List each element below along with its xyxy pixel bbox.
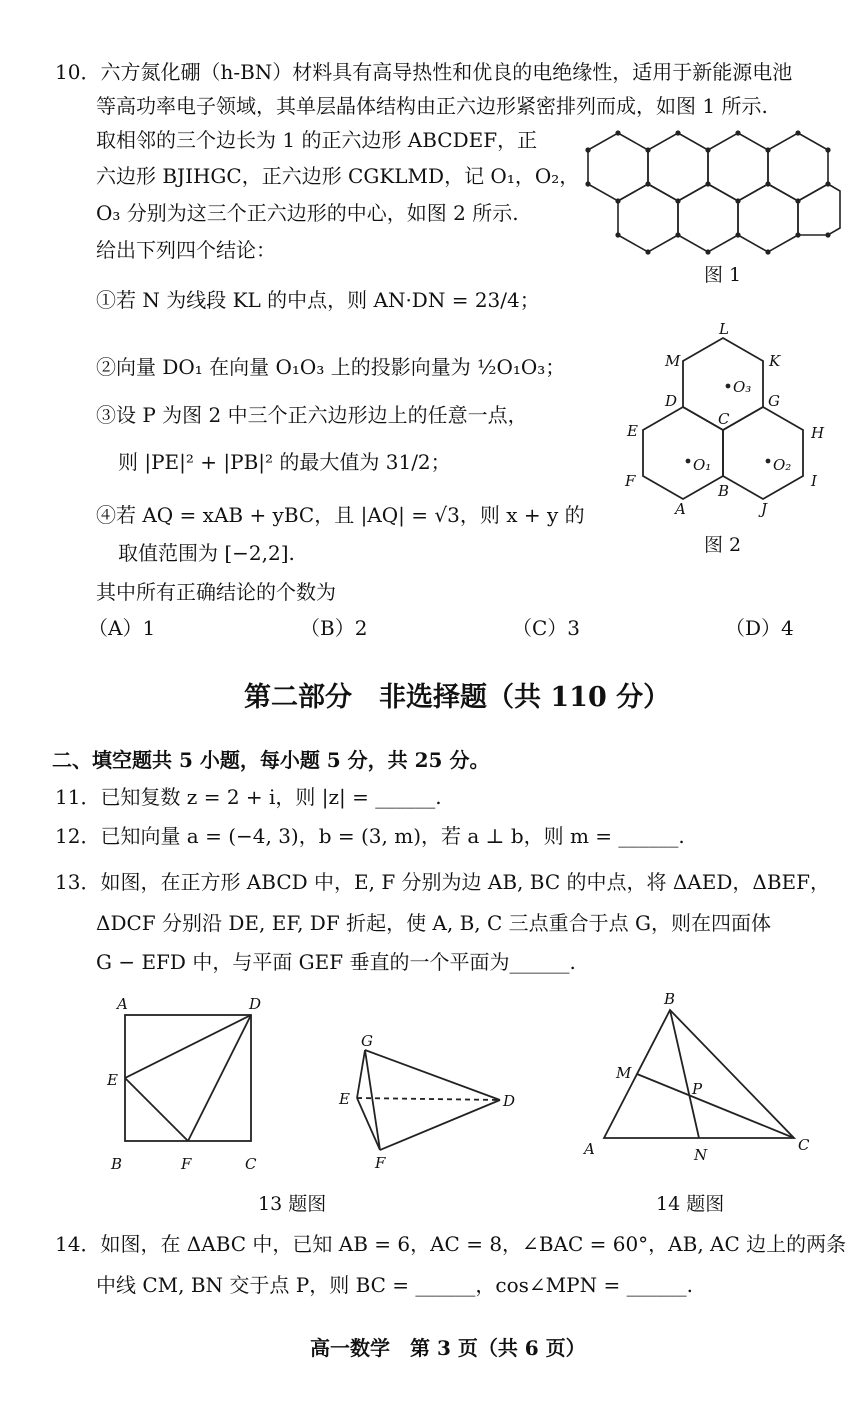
q10-option-b: （B）2: [300, 616, 368, 640]
fig2-label-K: K: [769, 352, 781, 370]
fig2-label-A: A: [675, 500, 686, 518]
q10-line5: O₃ 分别为这三个正六边形的中心，如图 2 所示.: [96, 201, 519, 225]
q14-label-B: B: [664, 990, 676, 1008]
figure-1-hex-lattice: [570, 118, 840, 258]
q13-line1: 13．如图，在正方形 ABCD 中，E, F 分别为边 AB, BC 的中点，将 ΔAED，ΔBEF，: [55, 870, 830, 894]
q11: 11．已知复数 z = 2 + i，则 |z| = ______.: [55, 785, 442, 809]
q10-option-c: （C）3: [512, 616, 581, 640]
q10-line3: 取相邻的三个边长为 1 的正六边形 ABCDEF，正: [96, 128, 538, 152]
q13-figure-caption: 13 题图: [258, 1193, 327, 1215]
figure-2-three-hexagons: [615, 320, 835, 520]
q13-sq-label-E: E: [107, 1071, 118, 1089]
section2-heading: 二、填空题共 5 小题，每小题 5 分，共 25 分。: [52, 748, 490, 772]
q10-conclusion-4b: 取值范围为 [−2,2].: [118, 541, 295, 565]
q13-line2: ΔDCF 分别沿 DE, EF, DF 折起，使 A, B, C 三点重合于点 G，则在四面体: [96, 911, 771, 935]
fig2-label-O2: O₂: [773, 456, 792, 474]
q10-conclusion-1: ①若 N 为线段 KL 的中点，则 AN·DN = 23/4；: [96, 288, 540, 312]
q10-option-a: （A）1: [88, 616, 156, 640]
q13-tet-label-F: F: [375, 1154, 386, 1172]
q10-conclusion-3b: 则 |PE|² + |PB|² 的最大值为 31/2；: [118, 450, 451, 474]
q10-ask: 其中所有正确结论的个数为: [96, 580, 336, 604]
q13-sq-label-B: B: [111, 1155, 123, 1173]
q14-figure-caption: 14 题图: [656, 1193, 725, 1215]
fig2-label-D: D: [665, 392, 678, 410]
q10-option-d: （D）4: [725, 616, 794, 640]
fig2-label-B: B: [718, 482, 730, 500]
fig2-label-H: H: [811, 424, 825, 442]
q10-line1: 10．六方氮化硼（h-BN）材料具有高导热性和优良的电绝缘性，适用于新能源电池: [55, 60, 793, 84]
q13-sq-label-C: C: [245, 1155, 257, 1173]
q13-square-figure: [105, 995, 275, 1175]
q14-line2: 中线 CM, BN 交于点 P，则 BC = ______，cos∠MPN = ______.: [96, 1273, 693, 1297]
fig2-label-O3: O₃: [733, 378, 752, 396]
q13-line3: G − EFD 中，与平面 GEF 垂直的一个平面为______.: [96, 950, 576, 974]
part2-title: 第二部分 非选择题（共 110 分）: [244, 682, 671, 713]
q12: 12．已知向量 a = (−4, 3)，b = (3, m)，若 a ⊥ b，则 m = ______.: [55, 824, 685, 848]
figure-2-caption: 图 2: [704, 534, 742, 556]
q10-conclusion-4a: ④若 AQ = xAB + yBC，且 |AQ| = √3，则 x + y 的: [96, 503, 585, 527]
fig2-label-O1: O₁: [693, 456, 712, 474]
q14-line1: 14．如图，在 ΔABC 中，已知 AB = 6，AC = 8，∠BAC = 60°，AB, AC 边上的两条: [55, 1232, 847, 1256]
figure-1-caption: 图 1: [704, 264, 742, 286]
page-footer: 高一数学 第 3 页（共 6 页）: [310, 1336, 586, 1360]
q10-conclusion-3a: ③设 P 为图 2 中三个正六边形边上的任意一点，: [96, 403, 528, 427]
q13-sq-label-F: F: [181, 1155, 192, 1173]
q14-label-P: P: [692, 1080, 703, 1098]
q13-sq-label-A: A: [117, 995, 128, 1013]
q13-tet-label-G: G: [361, 1032, 373, 1050]
fig2-label-J: J: [761, 500, 768, 518]
fig2-label-E: E: [627, 422, 638, 440]
fig2-label-L: L: [719, 320, 729, 338]
q13-tetrahedron-figure: [335, 1030, 525, 1170]
fig2-label-M: M: [665, 352, 681, 370]
fig2-label-G: G: [768, 392, 780, 410]
fig2-label-F: F: [625, 472, 636, 490]
q14-label-N: N: [694, 1146, 708, 1164]
q14-triangle-figure: [580, 990, 820, 1170]
q10-line4: 六边形 BJIHGC，正六边形 CGKLMD，记 O₁，O₂，: [96, 164, 580, 188]
fig2-label-C: C: [718, 410, 730, 428]
q10-conclusion-2: ②向量 DO₁ 在向量 O₁O₃ 上的投影向量为 ½O₁O₃；: [96, 355, 566, 379]
q13-sq-label-D: D: [249, 995, 262, 1013]
fig2-label-I: I: [811, 472, 817, 490]
q14-label-C: C: [798, 1136, 810, 1154]
q13-tet-label-D: D: [503, 1092, 516, 1110]
q10-line2: 等高功率电子领域，其单层晶体结构由正六边形紧密排列而成，如图 1 所示.: [96, 94, 768, 118]
q14-label-M: M: [616, 1064, 632, 1082]
q10-line6: 给出下列四个结论：: [96, 238, 276, 262]
q14-label-A: A: [584, 1140, 595, 1158]
q13-tet-label-E: E: [339, 1090, 350, 1108]
